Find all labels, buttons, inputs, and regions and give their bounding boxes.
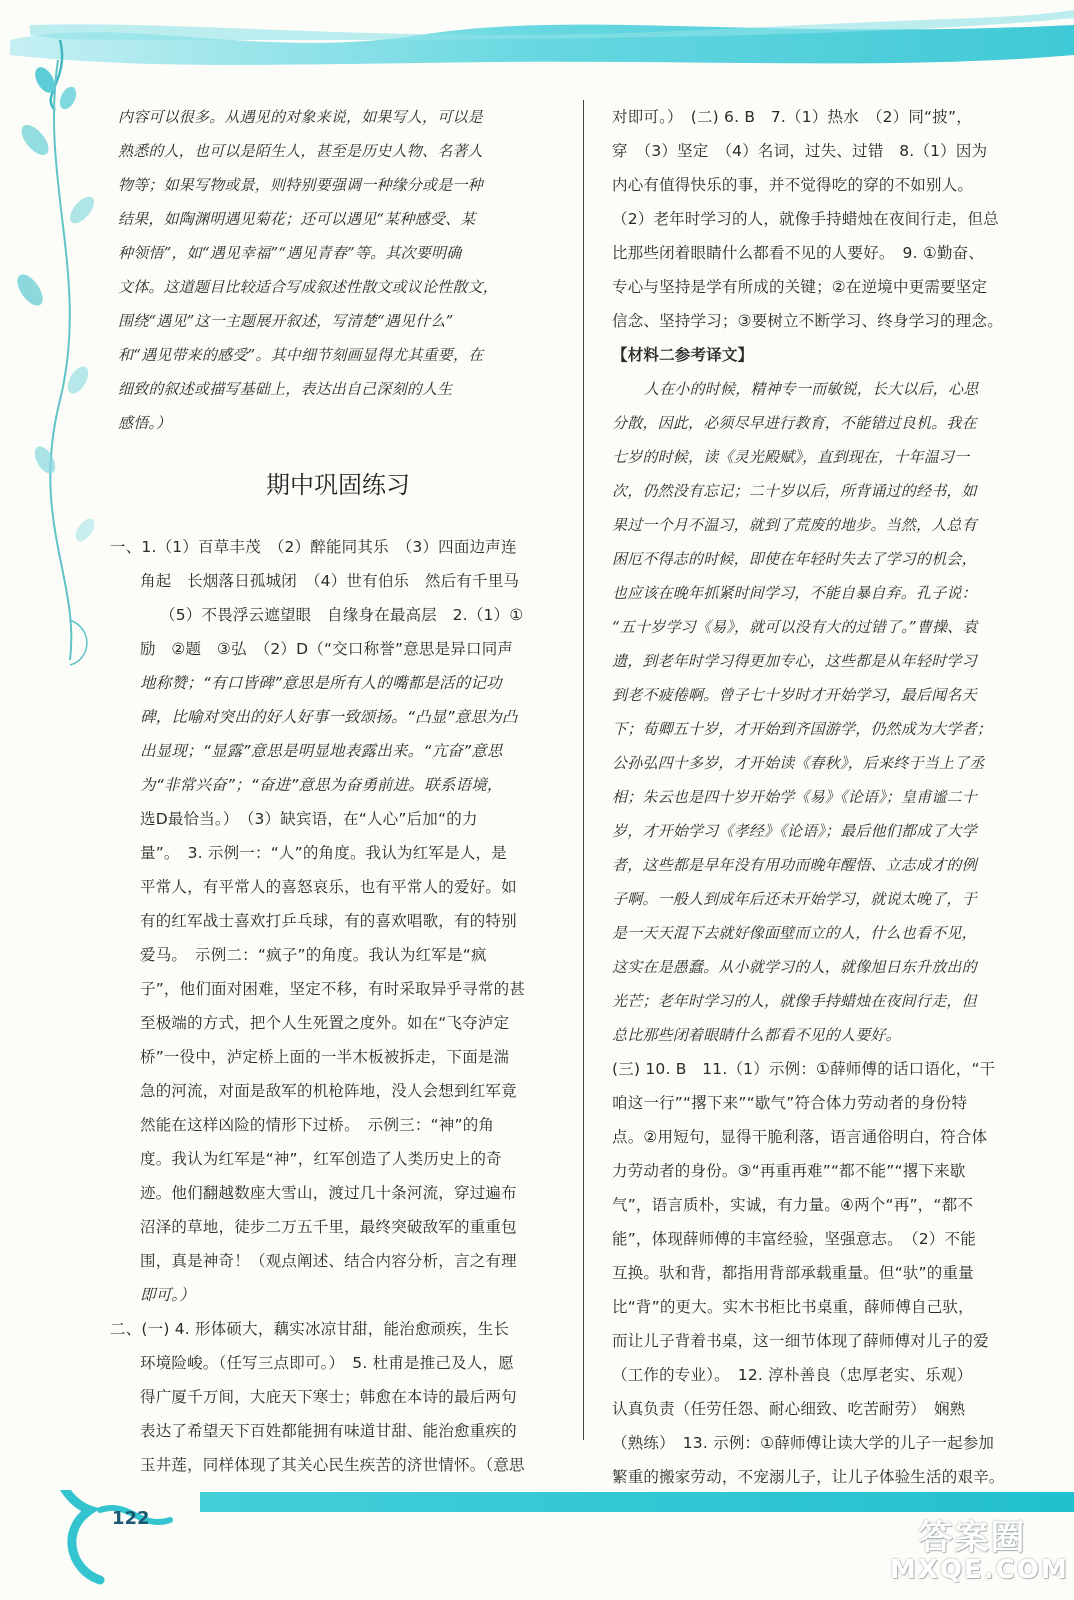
text-line: 即可。） <box>140 1286 196 1304</box>
right-column <box>612 100 1032 1494</box>
text-line: 熟悉的人，也可以是陌生人，甚至是历史人物、名著人 <box>118 142 483 160</box>
intro-paragraph <box>118 100 558 440</box>
answers-continued <box>612 100 1032 372</box>
text-line: “五十岁学习《易》，就可以没有大的过错了。”曹操、袁 <box>612 618 978 636</box>
text-line: 专心与坚持是学有所成的关键；②在逆境中更需要坚定 <box>612 278 988 296</box>
text-line: 迹。他们翻越数座大雪山，渡过几十条河流，穿过遍布 <box>140 1184 517 1202</box>
text-line: 围，真是神奇！（观点阐述、结合内容分析，言之有理 <box>140 1252 517 1270</box>
text-line: 物等；如果写物或景，则特别要强调一种缘分或是一种 <box>118 176 483 194</box>
text-line: 对即可。） (二) 6. B 7.（1）热水 （2）同“披”， <box>612 108 972 126</box>
text-line: 总比那些闭着眼睛什么都看不见的人要好。 <box>612 1026 901 1044</box>
section-heading: 期中巩固练习 <box>266 471 410 499</box>
text-line: 人在小的时候，精神专一而敏锐，长大以后，心思 <box>644 380 979 398</box>
text-line: 爱马。 示例二：“疯子”的角度。我认为红军是“疯 <box>140 946 487 964</box>
text-line: 力劳动者的身份。③“再重再难”“都不能”“撂下来歇 <box>612 1162 966 1180</box>
page-number: 122 <box>112 1508 150 1529</box>
text-line: 沼泽的草地，徒步二万五千里，最终突破敌军的重重包 <box>140 1218 517 1236</box>
text-line: 信念、坚持学习；③要树立不断学习、终身学习的理念。 <box>612 312 1003 330</box>
text-line: 围绕“遇见”这一主题展开叙述，写清楚“遇见什么” <box>118 312 454 330</box>
text-line: 平常人，有平常人的喜怒哀乐，也有平常人的爱好。如 <box>140 878 517 896</box>
text-line: 比那些闭着眼睛什么都看不见的人要好。 9. ①勤奋、 <box>612 244 985 262</box>
text-line: 公孙弘四十多岁，才开始读《春秋》，后来终于当上了丞 <box>612 754 985 772</box>
text-line: 点。②用短句，显得干脆利落，语言通俗明白，符合体 <box>612 1128 988 1146</box>
text-line: 急的河流，对面是敌军的机枪阵地，没人会想到红军竟 <box>140 1082 517 1100</box>
text-line: 量”。 3. 示例一：“人”的角度。我认为红军是人，是 <box>140 844 507 862</box>
text-line: 出显现；“显露”意思是明显地表露出来。“亢奋”意思 <box>140 742 503 760</box>
text-line: （5）不畏浮云遮望眼 自缘身在最高层 2.（1）① <box>160 606 524 624</box>
translation-paragraph <box>612 372 1032 1052</box>
text-line: 而让儿子背着书桌，这一细节体现了薛师傅对儿子的爱 <box>612 1332 989 1350</box>
text-line: 果过一个月不温习，就到了荒废的地步。当然，人总有 <box>612 516 977 534</box>
text-line: 桥”一役中，泸定桥上面的一半木板被拆走，下面是湍 <box>140 1048 510 1066</box>
text-line: 玉井莲，同样体现了其关心民生疾苦的济世情怀。（意思 <box>140 1456 525 1474</box>
text-line: 也应该在晚年抓紧时间学习，不能自暴自弃。孔子说： <box>612 584 977 602</box>
text-line: 角起 长烟落日孤城闭 （4）世有伯乐 然后有千里马 <box>140 572 520 590</box>
text-line: 是一天天混下去就好像面壁而立的人，什么也看不见， <box>612 924 977 942</box>
text-line: 然能在这样凶险的情形下过桥。 示例三：“神”的角 <box>140 1116 495 1134</box>
watermark-main: 答案圈 <box>918 1518 1027 1558</box>
text-line: 励 ②题 ③弘 （2）D（“交口称誉”意思是异口同声 <box>140 640 514 658</box>
text-line: 岁，才开始学习《孝经》《论语》；最后他们都成了大学 <box>612 822 978 840</box>
header-decoration <box>0 0 1074 110</box>
text-line: 认真负责（任劳任怨、耐心细致、吃苦耐劳） 娴熟 <box>612 1400 966 1418</box>
text-line: 得广厦千万间，大庇天下寒士；韩愈在本诗的最后两句 <box>140 1388 517 1406</box>
text-line: 下；荀卿五十岁，才开始到齐国游学，仍然成为大学者； <box>612 720 993 738</box>
text-line: 能”，体现薛师傅的丰富经验，坚强意志。 （2）不能 <box>612 1230 976 1248</box>
text-line: 次，仍然没有忘记；二十岁以后，所背诵过的经书，如 <box>612 482 977 500</box>
text-line: 互换。驮和背，都指用背部承载重量。但“驮”的重量 <box>612 1264 974 1282</box>
text-line: 穿 （3）坚定 （4）名词，过失、过错 8.（1）因为 <box>612 142 988 160</box>
text-line: 这实在是愚蠢。从小就学习的人，就像旭日东升放出的 <box>612 958 977 976</box>
watermark <box>890 1510 1069 1585</box>
text-line: 文体。这道题目比较适合写成叙述性散文或议论性散文， <box>118 278 499 296</box>
text-line: 比“背”的更大。实木书柜比书桌重，薛师傅自己驮， <box>612 1298 974 1316</box>
watermark-sub: MXQE.COM <box>890 1555 1069 1585</box>
text-line: 子啊。一般人到成年后还未开始学习，就说太晚了，于 <box>612 890 977 908</box>
text-line: 到老不疲倦啊。曾子七十岁时才开始学习，最后闻名天 <box>612 686 977 704</box>
text-line: （工作的专业）。 12. 淳朴善良（忠厚老实、乐观） <box>612 1366 973 1384</box>
text-line: 相；朱云也是四十岁开始学《易》《论语》；皇甫谧二十 <box>612 788 978 806</box>
text-line: 感悟。） <box>118 414 172 432</box>
text-line: 至极端的方式，把个人生死置之度外。如在“飞夺泸定 <box>140 1014 510 1032</box>
text-line: 选D最恰当。） （3）缺宾语，在“人心”后加“的力 <box>140 810 478 828</box>
answers-body <box>110 530 558 1482</box>
text-line: 和“遇见带来的感受”。其中细节刻画显得尤其重要，在 <box>118 346 484 364</box>
vine-decoration <box>0 60 110 680</box>
answers-part-three <box>612 1052 1032 1494</box>
text-line: 繁重的搬家劳动，不宠溺儿子，让儿子体验生活的艰辛。 <box>612 1468 1005 1486</box>
text-line: 种领悟”，如“遇见幸福”“遇见青春”等。其次要明确 <box>118 244 462 262</box>
text-line: 内心有值得快乐的事，并不觉得吃的穿的不如别人。 <box>612 176 974 194</box>
text-line: 细致的叙述或描写基础上，表达出自己深刻的人生 <box>118 380 453 398</box>
text-line: 度。我认为红军是“神”，红军创造了人类历史上的奇 <box>140 1150 502 1168</box>
left-column <box>110 100 558 1482</box>
text-line: 光芒；老年时学习的人，就像手持蜡烛在夜间行走，但 <box>612 992 977 1010</box>
text-line: 者，这些都是早年没有用功而晚年醒悟、立志成才的例 <box>612 856 977 874</box>
text-line: 地称赞；“有口皆碑”意思是所有人的嘴都是活的记功 <box>140 674 502 692</box>
text-line: 结果，如陶渊明遇见菊花；还可以遇见“某种感受、某 <box>118 210 476 228</box>
text-line: 为“非常兴奋”；“奋进”意思为奋勇前进。联系语境， <box>140 776 503 794</box>
text-line: 二、(一) 4. 形体硕大，藕实冰凉甘甜，能治愈顽疾，生长 <box>110 1320 510 1338</box>
text-line: 碑，比喻对突出的好人好事一致颂扬。“凸显”意思为凸 <box>140 708 518 726</box>
column-divider <box>583 100 584 1440</box>
text-line: （2）老年时学习的人，就像手持蜡烛在夜间行走，但总 <box>612 210 999 228</box>
text-line: 有的红军战士喜欢打乒乓球，有的喜欢唱歌，有的特别 <box>140 912 517 930</box>
text-line: 困厄不得志的时候，即使在年轻时失去了学习的机会， <box>612 550 977 568</box>
text-line: 咱这一行”“撂下来”“歇气”符合体力劳动者的身份特 <box>612 1094 968 1112</box>
text-line: 环境险峻。（任写三点即可。） 5. 杜甫是推己及人，愿 <box>140 1354 514 1372</box>
text-line: 一、1.（1）百草丰茂 （2）醉能同其乐 （3）四面边声连 <box>110 538 517 556</box>
text-line: 分散，因此，必须尽早进行教育，不能错过良机。我在 <box>612 414 977 432</box>
text-line: 七岁的时候，读《灵光殿赋》，直到现在，十年温习一 <box>612 448 970 466</box>
text-line: 内容可以很多。从遇见的对象来说，如果写人，可以是 <box>118 108 483 126</box>
text-line: 气”，语言质朴，实诚，有力量。④两个“再”，“都不 <box>612 1196 974 1214</box>
text-line: 子”，他们面对困难，坚定不移，有时采取异乎寻常的甚 <box>140 980 526 998</box>
text-line: (三) 10. B 11.（1）示例：①薛师傅的话口语化，“干 <box>612 1060 996 1078</box>
text-line: 遗，到老年时学习得更加专心，这些都是从年轻时学习 <box>612 652 977 670</box>
translation-title: 【材料二参考译文】 <box>612 346 754 364</box>
text-line: 表达了希望天下百姓都能拥有味道甘甜、能治愈重疾的 <box>140 1422 517 1440</box>
text-line: （熟练） 13. 示例：①薛师傅让读大学的儿子一起参加 <box>612 1434 995 1452</box>
